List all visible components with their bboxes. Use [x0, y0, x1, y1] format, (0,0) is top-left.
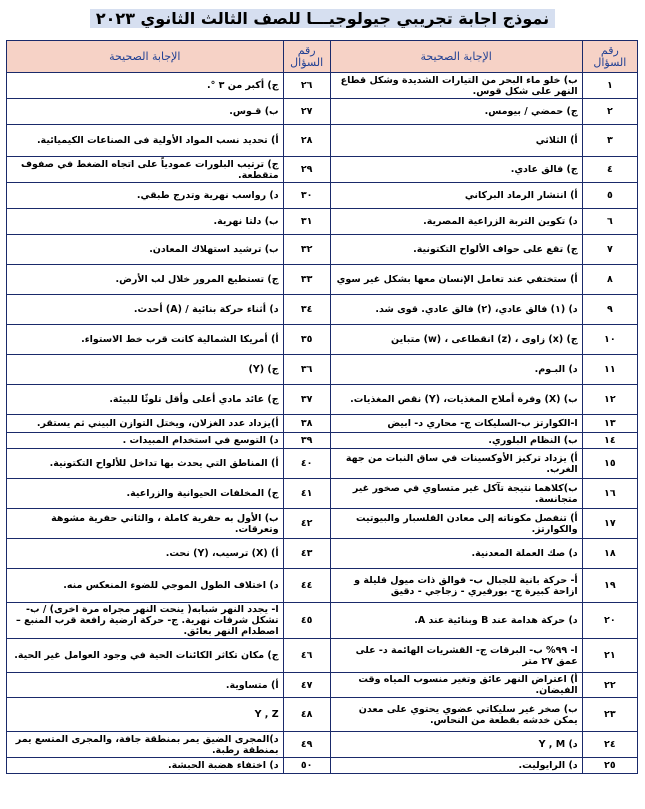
answer-left: ب) ترشيد استهلاك المعادن.: [7, 235, 284, 265]
answer-left: ب) الأول به حفرية كاملة ، والثاني حفرية مشوهة وتعرقات.: [7, 509, 284, 539]
answer-left: Y , Z: [7, 698, 284, 732]
question-number-left: ٣٢: [283, 235, 330, 265]
question-number-right: ٨: [582, 265, 637, 295]
answer-left: أ) أمريكا الشمالية كانت قرب خط الاستواء.: [7, 325, 284, 355]
table-row: [7, 73, 638, 99]
answer-right: ب) صخر غير سليكاتي عضوي يحتوي على معدن يمكن خدشه بقطعة من النحاس.: [330, 698, 582, 732]
table-row: [7, 758, 638, 774]
header-question-number-right: رقم السؤال: [582, 41, 637, 73]
question-number-left: ٣٠: [283, 183, 330, 209]
question-number-left: ٤٠: [283, 449, 330, 479]
answer-right: أ) الثلاثي: [330, 125, 582, 157]
answer-right: أ) يزداد تركيز الأوكسينات في ساق النبات من جهة الغرب.: [330, 449, 582, 479]
question-number-left: ٤٥: [283, 603, 330, 639]
answer-left: د) رواسب نهرية وتدرج طبقي.: [7, 183, 284, 209]
table-row: [7, 673, 638, 698]
answer-left: د) اختفاء هضبة الحبشة.: [7, 758, 284, 774]
answer-right: أ) اعتراض النهر عائق وتغير منسوب المياه وقت الفيضان.: [330, 673, 582, 698]
question-number-left: ٢٧: [283, 99, 330, 125]
table-row: [7, 209, 638, 235]
question-number-left: ٣٩: [283, 433, 330, 449]
table-row: [7, 603, 638, 639]
table-row: [7, 569, 638, 603]
table-row: [7, 449, 638, 479]
answer-right: د) حركة هدامة عند B وبنائية عند A.: [330, 603, 582, 639]
answer-left: ب) قـوس.: [7, 99, 284, 125]
answer-left: أ) متساوية.: [7, 673, 284, 698]
header-correct-answer-right: الإجابة الصحيحة: [330, 41, 582, 73]
table-row: [7, 385, 638, 415]
answer-right: ب)كلاهما نتيجة تآكل غير متساوي في صخور غير متجانسة.: [330, 479, 582, 509]
answer-left: ج) ترتيب البلورات عمودياً على اتجاه الضغط في صفوف متقطعة.: [7, 157, 284, 183]
table-body: [7, 73, 638, 774]
table-row: [7, 698, 638, 732]
question-number-right: ١٣: [582, 415, 637, 433]
answer-left: ا- يجدد النهر شبابه( ينحت النهر مجراه مرة اخرى) / ب-تشكل شرفات نهرية. ج- حركة ارضية رافعة قرب المنبع – اصطدام النهر بعائق.: [7, 603, 284, 639]
question-number-left: ٤٨: [283, 698, 330, 732]
question-number-left: ٤٢: [283, 509, 330, 539]
header-question-number-left: رقم السؤال: [283, 41, 330, 73]
table-row: [7, 509, 638, 539]
table-header-row: [7, 41, 638, 73]
answer-left: ج) (Y): [7, 355, 284, 385]
answer-left: ج) المخلفات الحيوانية والزراعية.: [7, 479, 284, 509]
answer-left: د) أثناء حركة بنائية / (A) أحدث.: [7, 295, 284, 325]
question-number-right: ١٤: [582, 433, 637, 449]
question-number-right: ٤: [582, 157, 637, 183]
question-number-left: ٣٨: [283, 415, 330, 433]
table-row: [7, 183, 638, 209]
table-row: [7, 415, 638, 433]
question-number-right: ٢٠: [582, 603, 637, 639]
question-number-left: ٤٧: [283, 673, 330, 698]
table-row: [7, 639, 638, 673]
table-row: [7, 99, 638, 125]
question-number-right: ٢: [582, 99, 637, 125]
table-row: [7, 125, 638, 157]
question-number-right: ١٧: [582, 509, 637, 539]
question-number-left: ٤١: [283, 479, 330, 509]
question-number-left: ٢٦: [283, 73, 330, 99]
table-row: [7, 157, 638, 183]
answer-left: أ) تحديد نسب المواد الأولية فى الصناعات الكيميائية.: [7, 125, 284, 157]
question-number-right: ٢٤: [582, 732, 637, 758]
table-row: [7, 479, 638, 509]
answer-right: ج) تقع على حواف الألواح التكتونية.: [330, 235, 582, 265]
answer-right: ا-الكوارتز ب-السليكات ج- محاري د- ابيض: [330, 415, 582, 433]
answer-left: أ) (X) ترسيب، (Y) نحت.: [7, 539, 284, 569]
answer-right: ج) حمضي / بيومس.: [330, 99, 582, 125]
page-title: [0, 4, 645, 34]
question-number-right: ٢١: [582, 639, 637, 673]
question-number-right: ٢٥: [582, 758, 637, 774]
answer-left: ج) عائد مادي أعلى وأقل تلوثًا للبيئة.: [7, 385, 284, 415]
question-number-left: ٣١: [283, 209, 330, 235]
question-number-left: ٤٤: [283, 569, 330, 603]
answer-right: د) صك العملة المعدنية.: [330, 539, 582, 569]
answer-right: ب) النظام البلوري.: [330, 433, 582, 449]
question-number-right: ٩: [582, 295, 637, 325]
question-number-left: ٣٧: [283, 385, 330, 415]
question-number-left: ٣٥: [283, 325, 330, 355]
table-row: [7, 325, 638, 355]
answer-left: ب) دلتا نهرية.: [7, 209, 284, 235]
answer-table: [6, 40, 638, 774]
question-number-left: ٣٦: [283, 355, 330, 385]
question-number-left: ٣٣: [283, 265, 330, 295]
answer-left: د) التوسع في استخدام المبيدات .: [7, 433, 284, 449]
question-number-right: ٥: [582, 183, 637, 209]
table-row: [7, 355, 638, 385]
answer-left: أ) المناطق التي يحدث بها تداخل للألواح التكتونية.: [7, 449, 284, 479]
answer-right: أ) تنفصل مكوناته إلى معادن الفلسبار والبيوتيت والكوارتز.: [330, 509, 582, 539]
question-number-right: ١: [582, 73, 637, 99]
question-number-right: ٦: [582, 209, 637, 235]
question-number-left: ٢٨: [283, 125, 330, 157]
question-number-right: ١١: [582, 355, 637, 385]
table-row: [7, 265, 638, 295]
answer-right: ا- ٩٩% ب- البرقات ج- القشريات الهائمة د- على عمق ٢٧ متر: [330, 639, 582, 673]
question-number-right: ١٢: [582, 385, 637, 415]
question-number-right: ٣: [582, 125, 637, 157]
table-row: [7, 732, 638, 758]
question-number-right: ٧: [582, 235, 637, 265]
table-row: [7, 433, 638, 449]
question-number-left: ٢٩: [283, 157, 330, 183]
question-number-right: ١٩: [582, 569, 637, 603]
question-number-right: ٢٢: [582, 673, 637, 698]
answer-left: د)المجرى الضيق يمر بمنطقة جافة، والمجرى المتسع يمر بمنطقة رطبة.: [7, 732, 284, 758]
answer-right: د) Y , M: [330, 732, 582, 758]
answer-right: أ) ستختفي عند تعامل الإنسان معها بشكل غير سوي: [330, 265, 582, 295]
answer-right: ج) (x) زاوى ، (z) انقطاعى ، (w) متباين: [330, 325, 582, 355]
answer-right: د) البـوم.: [330, 355, 582, 385]
answer-right: ب) خلو ماء البحر من التيارات الشديدة وشكل قطاع النهر على شكل قوس.: [330, 73, 582, 99]
question-number-left: ٤٦: [283, 639, 330, 673]
answer-right: د) (١) فالق عادي، (٢) فالق عادي. قوى شد.: [330, 295, 582, 325]
answer-right: د) الرايوليت.: [330, 758, 582, 774]
answer-left: ج) مكان تكاثر الكائنات الحية في وجود العوامل غير الحية.: [7, 639, 284, 673]
question-number-left: ٣٤: [283, 295, 330, 325]
answer-left: ج) أكبر من ٣ °.: [7, 73, 284, 99]
question-number-left: ٤٩: [283, 732, 330, 758]
question-number-right: ١٨: [582, 539, 637, 569]
question-number-right: ١٦: [582, 479, 637, 509]
question-number-left: ٥٠: [283, 758, 330, 774]
table-row: [7, 295, 638, 325]
header-correct-answer-left: الإجابة الصحيحة: [7, 41, 284, 73]
answer-right: أ) انتشار الرماد البركاني: [330, 183, 582, 209]
answer-right: ب) (X) وفرة أملاح المغذيات، (Y) نقص المغذيات.: [330, 385, 582, 415]
answer-left: د) اختلاف الطول الموجي للضوء المنعكس منه.: [7, 569, 284, 603]
question-number-right: ٢٣: [582, 698, 637, 732]
question-number-right: ١٠: [582, 325, 637, 355]
answer-left: أ)يزداد عدد الغزلان، ويختل التوازن البيني ثم يستقر.: [7, 415, 284, 433]
question-number-right: ١٥: [582, 449, 637, 479]
answer-right: د) تكوين التربة الزراعية المصرية.: [330, 209, 582, 235]
answer-right: أ- حركة بانية للجبال ب- فوالق ذات ميول قليلة و ازاحة كبيرة ج- بورفيري - زجاجي - دقيق: [330, 569, 582, 603]
question-number-left: ٤٣: [283, 539, 330, 569]
answer-right: ج) فالق عادي.: [330, 157, 582, 183]
page-title-text: نموذج اجابة تجريبي جيولوجيـــا للصف الثالث الثانوي ٢٠٢٣: [90, 9, 555, 28]
table-row: [7, 235, 638, 265]
answer-left: ج) تستطيع المرور خلال لب الأرض.: [7, 265, 284, 295]
table-row: [7, 539, 638, 569]
